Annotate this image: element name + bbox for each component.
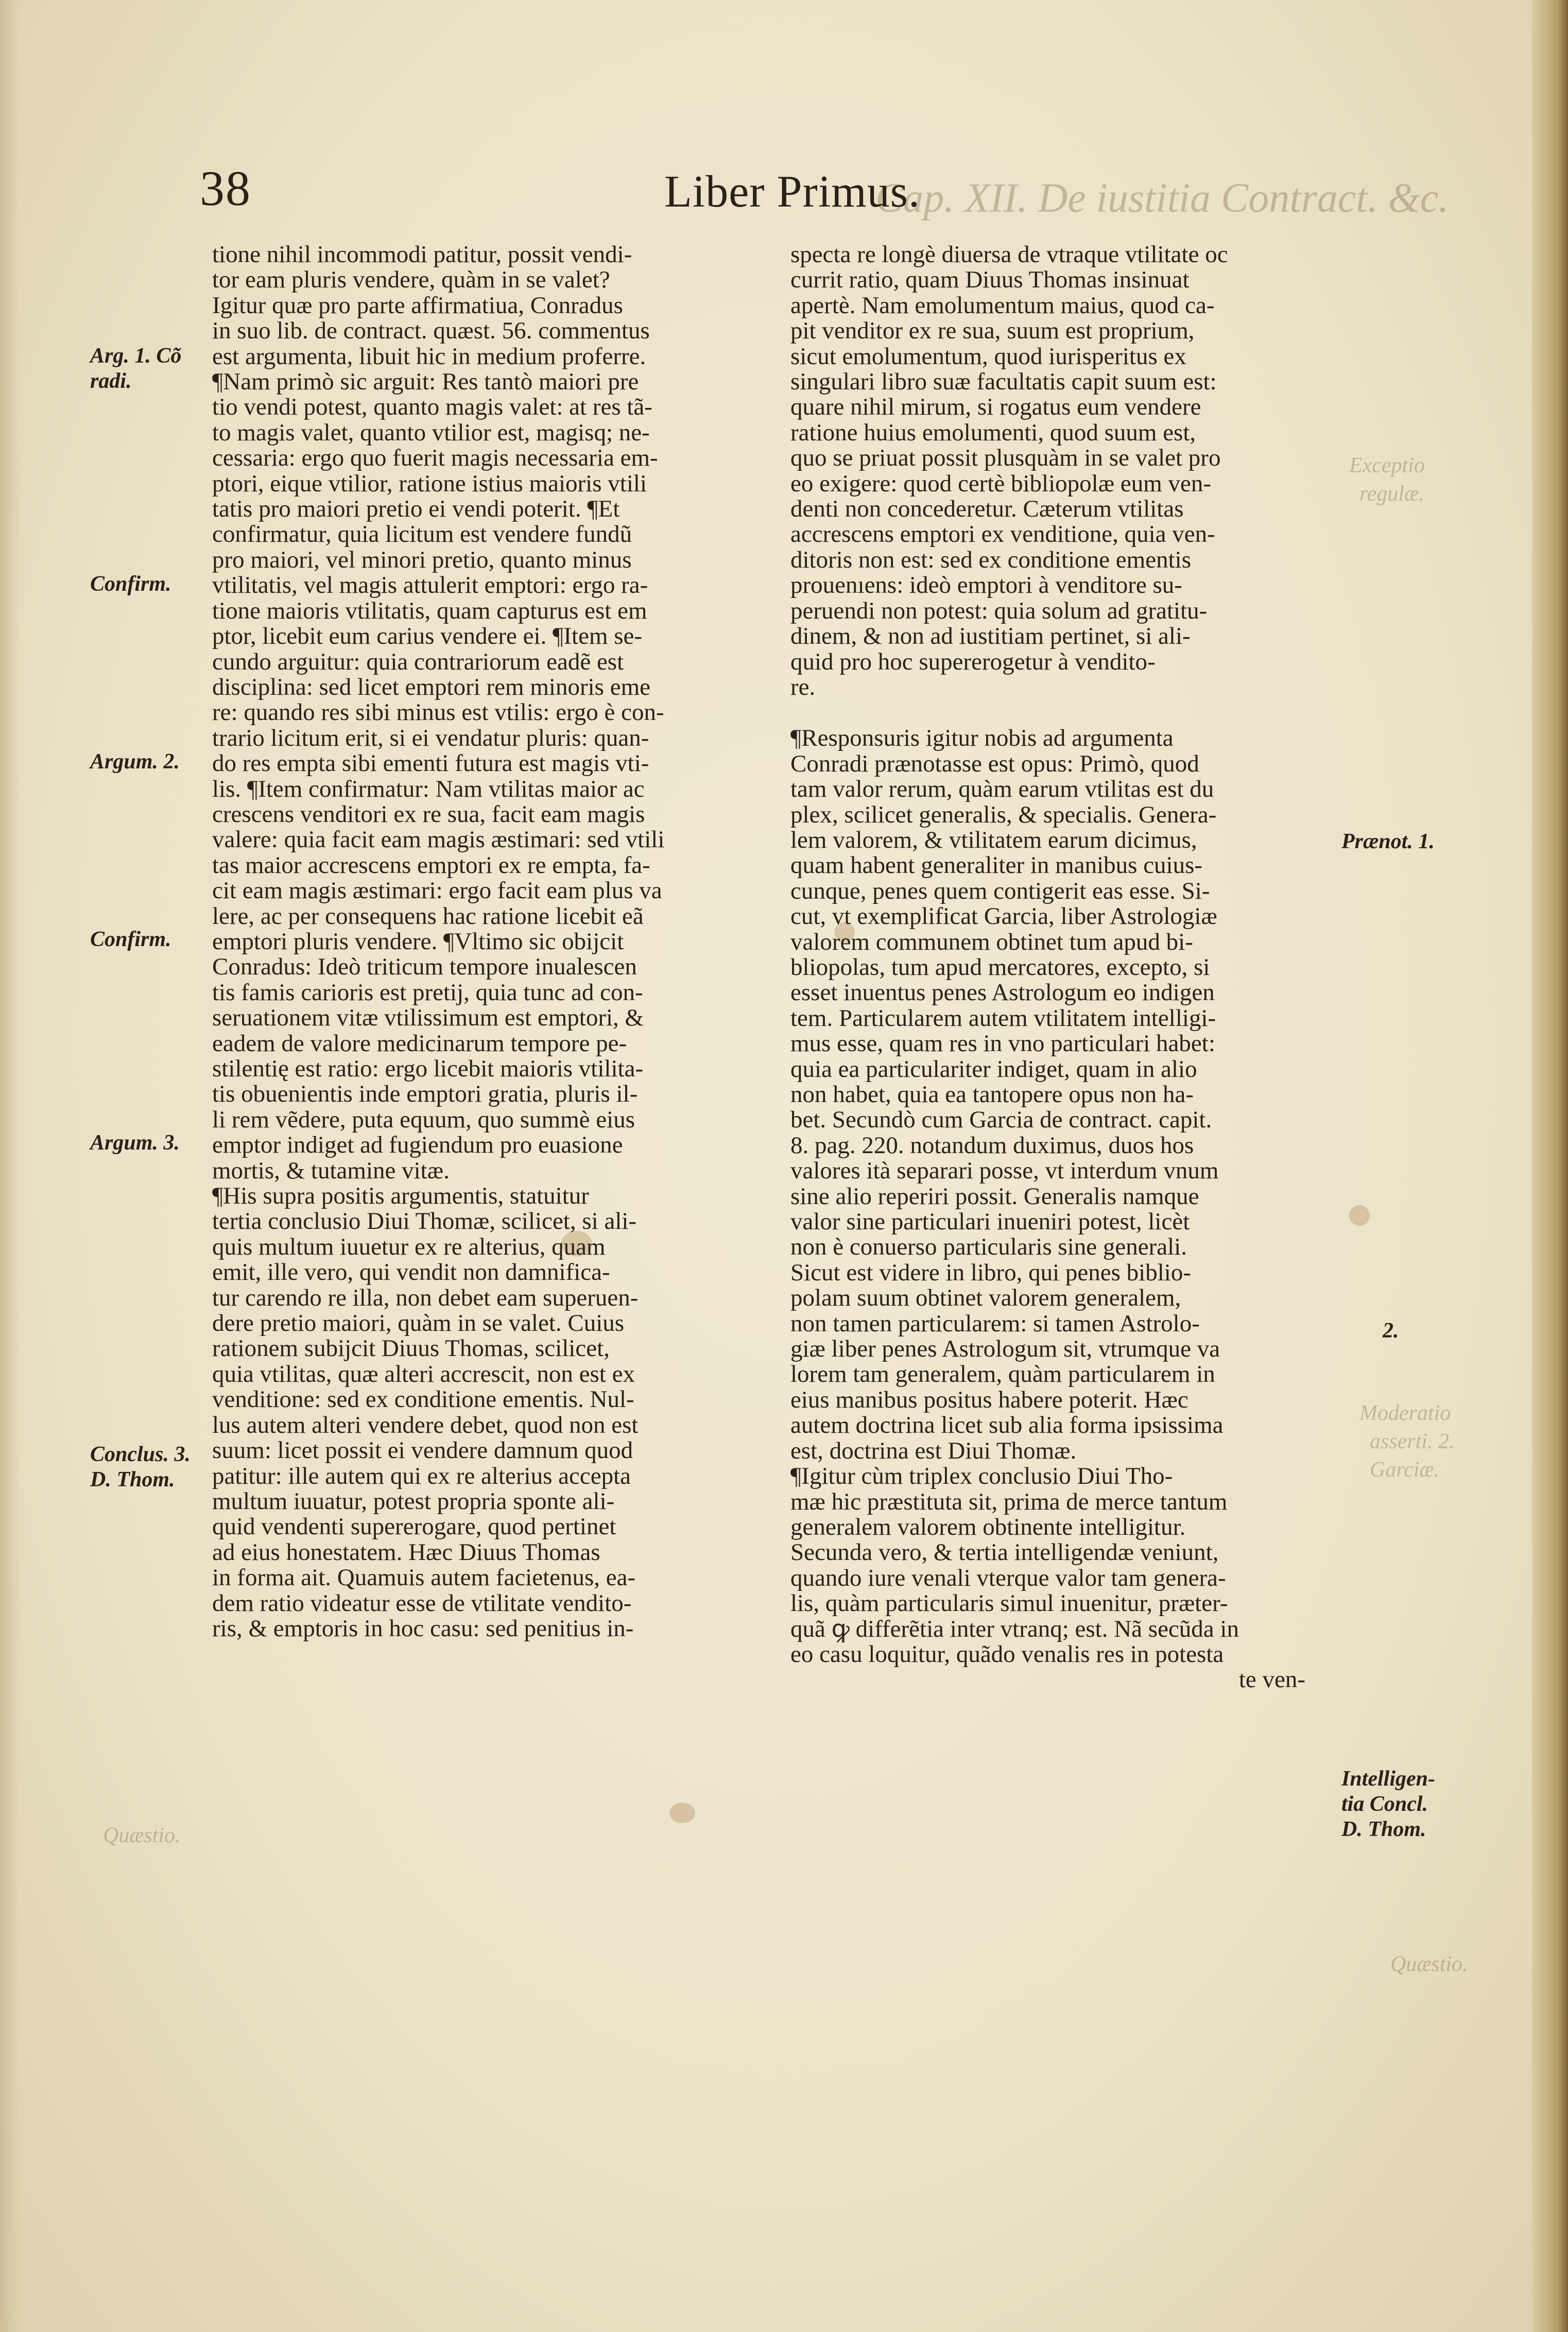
text-line: re. xyxy=(790,673,816,700)
text-line: quid pro hoc supererogetur à vendito- xyxy=(790,648,1156,675)
text-line: tem. Particularem autem vtilitatem intelligi- xyxy=(790,1004,1216,1032)
text-line: denti non concederetur. Cæterum vtilitas xyxy=(790,495,1184,523)
text-line: pro maiori, vel minori pretio, quanto minus xyxy=(212,546,632,573)
right-column-part-a xyxy=(790,242,1326,700)
text-line: stilentię est ratio: ergo licebit maioris vtilita- xyxy=(212,1055,644,1082)
text-line: est, doctrina est Diui Thomæ. xyxy=(790,1437,1077,1464)
text-line: Sicut est videre in libro, qui penes biblio- xyxy=(790,1259,1191,1286)
margin-note-confirm1: Confirm. xyxy=(90,572,171,596)
text-line: mortis, & tutamine vitæ. xyxy=(212,1157,450,1184)
text-line: cut, vt exemplificat Garcia, liber Astrologiæ xyxy=(790,903,1217,930)
text-line: emptori pluris vendere. ¶Vltimo sic obijcit xyxy=(212,928,624,955)
text-line: cit eam magis æstimari: ergo facit eam plus va xyxy=(212,877,662,904)
text-line: tertia conclusio Diui Thomæ, scilicet, si ali- xyxy=(212,1208,637,1235)
text-line: ptori, eique vtilior, ratione istius maioris vtili xyxy=(212,470,647,497)
page-edge-right xyxy=(1532,0,1568,2332)
catchword: te ven- xyxy=(1238,1666,1305,1693)
text-line: quã ꝙ differẽtia inter vtranq; est. Nã secũda in xyxy=(790,1615,1239,1642)
text-line: Igitur quæ pro parte affirmatiua, Conradus xyxy=(212,292,623,319)
margin-note-intelligentia: Intelligen- xyxy=(1341,1767,1436,1791)
text-line: eo casu loquitur, quãdo venalis res in potesta xyxy=(790,1640,1224,1668)
text-line: ¶Responsuris igitur nobis ad argumenta xyxy=(790,725,1174,752)
text-line: ¶Nam primò sic arguit: Res tantò maiori pre xyxy=(212,368,639,396)
text-line: non tamen particularem: si tamen Astrolo- xyxy=(790,1310,1200,1337)
text-line: dere pretio maiori, quàm in se valet. Cuius xyxy=(212,1310,625,1337)
text-line: lus autem alteri vendere debet, quod non est xyxy=(212,1411,639,1438)
text-line: giæ liber penes Astrologum sit, vtrumque va xyxy=(790,1335,1220,1363)
margin-note-intelligentia-cont: tia Concl. xyxy=(1341,1792,1428,1816)
text-line: lem valorem, & vtilitatem earum dicimus, xyxy=(790,826,1197,853)
text-line: tio vendi potest, quanto magis valet: at res tã- xyxy=(212,393,652,421)
text-line: ¶Igitur cùm triplex conclusio Diui Tho- xyxy=(790,1463,1173,1490)
right-column xyxy=(790,242,1326,1693)
text-line: 8. pag. 220. notandum duximus, duos hos xyxy=(790,1131,1194,1159)
text-line: sicut emolumentum, quod iurisperitus ex xyxy=(790,342,1186,370)
text-line: Conradus: Ideò triticum tempore inualescen xyxy=(212,953,637,981)
text-line: peruendi non potest: quia solum ad gratitu- xyxy=(790,597,1208,624)
text-line: sine alio reperiri possit. Generalis namque xyxy=(790,1182,1199,1210)
text-line: do res empta sibi ementi futura est magis vti- xyxy=(212,750,649,777)
text-line: non habet, quia ea tantopere opus non ha- xyxy=(790,1081,1194,1108)
text-line: tam valor rerum, quàm earum vtilitas est du xyxy=(790,776,1214,803)
text-line: Conradi prænotasse est opus: Primò, quod xyxy=(790,750,1199,777)
text-line: in suo lib. de contract. quæst. 56. commentus xyxy=(212,317,650,345)
show-through: Quæstio. xyxy=(103,1824,181,1847)
text-line: dem ratio videatur esse de vtilitate vendito- xyxy=(212,1589,632,1617)
margin-note-arg1: Arg. 1. Cõ xyxy=(90,344,182,368)
text-line: quia ea particulariter indiget, quam in alio xyxy=(790,1055,1197,1083)
margin-note-intelligentia-dthom: D. Thom. xyxy=(1341,1817,1426,1841)
text-line: rationem subijcit Diuus Thomas, scilicet, xyxy=(212,1335,610,1362)
text-line: trario licitum erit, si ei vendatur pluris: quan- xyxy=(212,724,649,751)
text-line: crescens venditori ex re sua, facit eam magis xyxy=(212,800,645,828)
text-line: accrescens emptori ex venditione, quia ven- xyxy=(790,521,1215,548)
text-line: eo exigere: quod certè bibliopolæ eum ven- xyxy=(790,470,1212,497)
text-line: patitur: ille autem qui ex re alterius accepta xyxy=(212,1462,631,1489)
text-line: ad eius honestatem. Hæc Diuus Thomas xyxy=(212,1538,600,1566)
show-through: Quæstio. xyxy=(1390,1952,1468,1976)
text-line: venditione: sed ex conditione ementis. Nul- xyxy=(212,1386,634,1413)
text-line: valere: quia facit eam magis æstimari: sed vtili xyxy=(212,826,665,853)
text-line: valor sine particulari inueniri potest, licèt xyxy=(790,1208,1190,1236)
show-through: regulæ. xyxy=(1359,482,1424,506)
text-line: valorem communem obtinet tum apud bi- xyxy=(790,928,1193,955)
show-through: Garciæ. xyxy=(1370,1458,1439,1482)
text-line: disciplina: sed licet emptori rem minoris eme xyxy=(212,673,651,700)
text-line: ris, & emptoris in hoc casu: sed penitius in- xyxy=(212,1615,634,1642)
text-line: polam suum obtinet valorem generalem, xyxy=(790,1284,1181,1312)
text-line: tur carendo re illa, non debet eam superuen- xyxy=(212,1284,639,1311)
text-line: quia vtilitas, quæ alteri accrescit, non est ex xyxy=(212,1360,635,1387)
paragraph-gap xyxy=(790,700,1326,726)
page-header xyxy=(0,155,1568,247)
text-line: valores ità separari posse, vt interdum vnum xyxy=(790,1157,1219,1185)
text-line: quando iure venali vterque valor tam genera- xyxy=(790,1564,1226,1591)
margin-note-argum3: Argum. 3. xyxy=(90,1131,180,1155)
margin-note-conclus3: Conclus. 3. xyxy=(90,1443,191,1466)
text-line: confirmatur, quia licitum est vendere fundũ xyxy=(212,521,632,548)
text-line: pit venditor ex re sua, suum est proprium, xyxy=(790,317,1195,345)
right-column-part-b xyxy=(790,726,1326,1667)
text-line: est argumenta, libuit hic in medium proferre. xyxy=(212,342,646,370)
text-line: ratione huius emolumenti, quod suum est, xyxy=(790,419,1196,446)
margin-note-2: 2. xyxy=(1383,1319,1399,1343)
margin-note-argum2: Argum. 2. xyxy=(90,750,180,774)
margin-note-prenot1: Prænot. 1. xyxy=(1341,830,1435,853)
margin-note-dthom: D. Thom. xyxy=(90,1468,175,1491)
text-line: tor eam pluris vendere, quàm in se valet? xyxy=(212,266,610,294)
text-line: cunque, penes quem contigerit eas esse. Si- xyxy=(790,877,1210,904)
text-line: lorem tam generalem, quàm particularem in xyxy=(790,1361,1215,1388)
text-line: emit, ille vero, qui vendit non damnifica- xyxy=(212,1259,610,1286)
text-line: seruationem vitæ vtilissimum est emptori, & xyxy=(212,1004,644,1032)
show-through: Moderatio xyxy=(1359,1401,1451,1425)
text-line: singulari libro suæ facultatis capit suum est: xyxy=(790,368,1217,396)
text-line: eadem de valore medicinarum tempore pe- xyxy=(212,1030,627,1057)
text-line: quam habent generaliter in manibus cuius- xyxy=(790,852,1203,879)
text-line: emptor indiget ad fugiendum pro euasione xyxy=(212,1131,623,1159)
text-line: currit ratio, quam Diuus Thomas insinuat xyxy=(790,266,1190,294)
text-line: quare nihil mirum, si rogatus eum vendere xyxy=(790,393,1201,421)
text-line: ptor, licebit eum carius vendere ei. ¶Item se- xyxy=(212,623,643,650)
margin-note-confirm2: Confirm. xyxy=(90,928,171,951)
text-line: ¶His supra positis argumentis, statuitur xyxy=(212,1182,589,1210)
show-through: Cap. XII. De iustitia Contract. &c. xyxy=(875,176,1449,221)
margin-note-arg1-cont: radi. xyxy=(90,369,132,393)
stain xyxy=(669,1803,695,1823)
text-line: eius manibus positus habere poterit. Hæc xyxy=(790,1386,1188,1413)
text-line: bliopolas, tum apud mercatores, excepto, si xyxy=(790,953,1210,981)
text-line: quid vendenti supererogare, quod pertinet xyxy=(212,1513,616,1540)
text-line: apertè. Nam emolumentum maius, quod ca- xyxy=(790,292,1215,319)
text-line: Secunda vero, & tertia intelligendæ veniunt, xyxy=(790,1539,1219,1566)
text-line: vtilitatis, vel magis attulerit emptori: ergo ra- xyxy=(212,572,648,599)
text-line: tione maioris vtilitatis, quam capturus est em xyxy=(212,597,647,624)
text-line: lis, quàm particularis simul inuenitur, præter- xyxy=(790,1590,1228,1617)
text-line: plex, scilicet generalis, & specialis. Genera- xyxy=(790,801,1217,828)
text-line: specta re longè diuersa de vtraque vtilitate oc xyxy=(790,241,1228,268)
left-column xyxy=(212,242,748,1641)
show-through: asserti. 2. xyxy=(1370,1430,1455,1453)
text-line: multum iuuatur, potest propria sponte ali- xyxy=(212,1487,615,1515)
text-line: bet. Secundò cum Garcia de contract. capit. xyxy=(790,1106,1212,1134)
text-line: tis famis carioris est pretij, quia tunc ad con- xyxy=(212,979,643,1006)
text-line: lere, ac per consequens hac ratione licebit eã xyxy=(212,902,644,930)
text-line: cessaria: ergo quo fuerit magis necessaria em- xyxy=(212,444,658,472)
page-edge-left xyxy=(0,0,21,2332)
text-line: re: quando res sibi minus est vtilis: ergo è con- xyxy=(212,699,664,726)
show-through: Exceptio xyxy=(1349,454,1425,477)
text-line: cundo arguitur: quia contrariorum eadẽ est xyxy=(212,648,624,675)
text-line: in forma ait. Quamuis autem facietenus, ea- xyxy=(212,1564,636,1591)
text-line: to magis valet, quanto vtilior est, magisq; ne- xyxy=(212,419,650,446)
text-line: mus esse, quam res in vno particulari habet: xyxy=(790,1030,1215,1057)
text-line: li rem vẽdere, puta equum, quo summè eius xyxy=(212,1106,635,1133)
text-line: esset inuentus penes Astrologum eo indigen xyxy=(790,979,1215,1006)
text-line: prouenıens: ideò emptori à venditore su- xyxy=(790,572,1182,599)
text-line: tione nihil incommodi patitur, possit vendi- xyxy=(212,241,632,268)
text-line: tas maior accrescens emptori ex re empta, fa- xyxy=(212,851,650,879)
text-line: tatis pro maiori pretio ei vendi poterit. ¶Et xyxy=(212,495,620,523)
text-line: autem doctrina licet sub alia forma ipsissima xyxy=(790,1412,1224,1439)
text-line: tis obuenientis inde emptori gratia, pluris il- xyxy=(212,1081,638,1108)
text-line: mæ hic præstituta sit, prima de merce tantum xyxy=(790,1488,1228,1515)
text-line: suum: licet possit ei vendere damnum quod xyxy=(212,1437,633,1464)
text-line: lis. ¶Item confirmatur: Nam vtilitas maior ac xyxy=(212,775,645,802)
text-line: dinem, & non ad iustitiam pertinet, si ali- xyxy=(790,623,1191,650)
running-title: Liber Primus. xyxy=(664,167,920,217)
text-line: quo se priuat possit plusquàm in se valet pro xyxy=(790,444,1221,472)
stain xyxy=(1349,1205,1370,1226)
text-line: generalem valorem obtinente intelligitur. xyxy=(790,1513,1186,1540)
text-line: quis multum iuuetur ex re alterius, quam xyxy=(212,1233,606,1260)
text-line: ditoris non est: sed ex conditione ementis xyxy=(790,546,1191,573)
text-line: non è conuerso particularis sine generali. xyxy=(790,1233,1187,1261)
page-number: 38 xyxy=(200,161,251,216)
